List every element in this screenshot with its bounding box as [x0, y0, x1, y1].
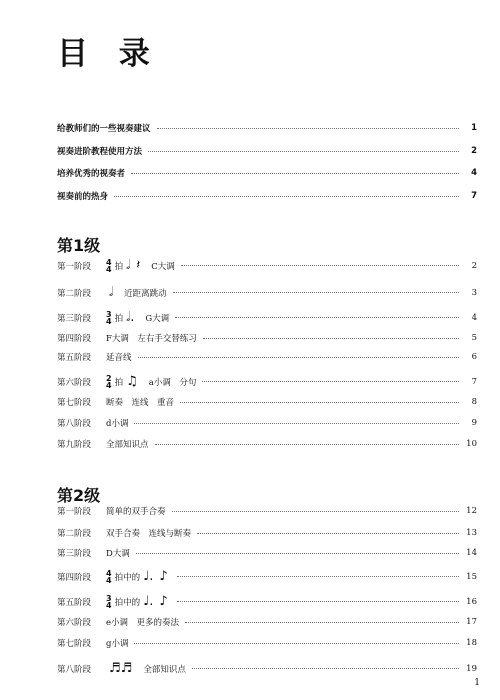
note-symbol-icon: 𝅗𝅥: [109, 285, 114, 300]
entry-description: [106, 285, 167, 300]
entry-text: e小调 更多的奏法: [106, 618, 180, 628]
note-symbol-icon: 𝄽: [136, 258, 141, 273]
leader-dots: [173, 292, 459, 293]
toc-entry[interactable]: [57, 351, 477, 363]
entry-page: 12: [466, 506, 477, 516]
time-signature-top: 4: [106, 257, 112, 267]
time-signature-bottom: 4: [106, 380, 112, 390]
toc-entry[interactable]: [57, 310, 477, 325]
entry-text: 全部知识点: [143, 664, 186, 675]
level-2-heading: 第2级: [57, 486, 101, 505]
toc-entry[interactable]: [57, 190, 477, 202]
entry-page: 7: [471, 376, 477, 387]
stage-label: 第五阶段: [57, 353, 92, 363]
leader-dots: [172, 511, 459, 512]
leader-dots: [155, 444, 459, 445]
stage-label: 第九阶段: [57, 440, 92, 450]
entry-page: 19: [466, 663, 477, 674]
time-signature-bottom: 4: [106, 316, 112, 326]
time-suffix: 拍中的: [114, 597, 141, 608]
entry-text: G大调: [145, 313, 170, 324]
entry-page: 8: [471, 397, 477, 407]
toc-entry[interactable]: [57, 569, 477, 584]
entry-description: [106, 332, 197, 344]
leader-dots: [177, 601, 459, 602]
entry-description: [106, 594, 171, 609]
leader-dots: [134, 423, 459, 424]
time-signature: [106, 595, 112, 609]
toc-entry[interactable]: [57, 167, 477, 179]
stage-label: 第五阶段: [57, 597, 92, 608]
entry-page: 14: [466, 548, 477, 558]
note-symbol-icon: ♬♬: [109, 661, 133, 676]
note-symbol-icon: ♪: [159, 594, 168, 609]
leader-dots: [157, 128, 459, 129]
toc-entry[interactable]: [57, 145, 477, 157]
leader-dots: [177, 576, 459, 577]
entry-title: 给教师们的一些视奏建议: [57, 124, 151, 134]
time-suffix: 拍: [114, 261, 124, 272]
note-symbol-icon: ♫: [126, 374, 138, 389]
leader-dots: [197, 533, 459, 534]
entry-page: 1: [471, 123, 477, 133]
entry-description: [106, 616, 179, 628]
entry-page: 2: [471, 146, 477, 156]
time-signature-bottom: 4: [106, 264, 112, 274]
entry-page: 4: [471, 168, 477, 178]
note-symbol-icon: ♪: [159, 569, 168, 584]
time-signature: [106, 570, 112, 584]
entry-page: 3: [471, 287, 477, 298]
leader-dots: [203, 338, 459, 339]
entry-description: [106, 438, 149, 450]
time-signature: [106, 259, 112, 273]
time-signature-bottom: 4: [106, 600, 112, 610]
entry-description: [106, 417, 128, 429]
time-signature-top: 2: [106, 373, 112, 383]
entry-page: 16: [466, 596, 477, 607]
entry-page: 6: [471, 352, 477, 362]
page-title: 目 录: [57, 36, 160, 72]
note-symbol-icon: ♩.: [143, 569, 154, 584]
toc-entry[interactable]: [57, 505, 477, 517]
stage-label: 第六阶段: [57, 377, 92, 388]
entry-page: 15: [466, 571, 477, 582]
time-signature: [106, 375, 112, 389]
entry-page: 18: [466, 638, 477, 648]
leader-dots: [136, 553, 459, 554]
leader-dots: [185, 622, 459, 623]
entry-page: 9: [471, 418, 477, 428]
toc-entry[interactable]: [57, 285, 477, 300]
time-signature-top: 3: [106, 309, 112, 319]
time-signature: [106, 311, 112, 325]
entry-page: 5: [471, 333, 477, 343]
entry-title: 视奏进阶教程使用方法: [57, 147, 143, 157]
stage-label: 第四阶段: [57, 572, 92, 583]
entry-description: [106, 527, 191, 539]
toc-entry[interactable]: [57, 661, 477, 676]
stage-label: 第一阶段: [57, 261, 92, 272]
entry-description: [106, 547, 130, 559]
entry-page: 7: [471, 191, 477, 201]
toc-entry[interactable]: [57, 332, 477, 344]
entry-page: 4: [471, 312, 477, 323]
time-suffix: 拍: [114, 313, 124, 324]
stage-label: 第八阶段: [57, 664, 92, 675]
stage-label: 第六阶段: [57, 618, 92, 628]
note-symbol-icon: 𝅗𝅥: [126, 258, 131, 273]
entry-text: d小调: [106, 419, 129, 429]
entry-description: [106, 374, 196, 389]
toc-entry[interactable]: [57, 637, 477, 649]
toc-entry[interactable]: [57, 396, 477, 408]
time-signature-bottom: 4: [106, 575, 112, 585]
entry-text: 全部知识点: [106, 440, 149, 450]
entry-text: D大调: [106, 549, 130, 559]
leader-dots: [180, 402, 459, 403]
entry-text: 双手合奏 连线与断奏: [106, 529, 192, 539]
entry-text: 近距离跳动: [124, 288, 167, 299]
entry-text: 简单的双手合奏: [106, 507, 166, 517]
entry-description: [106, 661, 186, 676]
stage-label: 第七阶段: [57, 639, 92, 649]
toc-entry[interactable]: [57, 417, 477, 429]
entry-page: 13: [466, 528, 477, 538]
toc-entry[interactable]: [57, 527, 477, 539]
entry-description: [106, 351, 132, 363]
entry-description: [106, 258, 175, 273]
leader-dots: [181, 265, 459, 266]
entry-page: 17: [466, 617, 477, 627]
entry-description: [106, 569, 171, 584]
toc-entry[interactable]: [57, 122, 477, 134]
stage-label: 第八阶段: [57, 419, 92, 429]
entry-text: 断奏 连线 重音: [106, 398, 175, 408]
note-symbol-icon: ♩.: [143, 594, 154, 609]
entry-text: 延音线: [106, 353, 132, 363]
level-1-heading: 第1级: [57, 236, 101, 255]
toc-entry[interactable]: [57, 258, 477, 273]
entry-title: 培养优秀的视奏者: [57, 169, 126, 179]
leader-dots: [114, 196, 459, 197]
entry-description: [106, 505, 166, 517]
toc-entry[interactable]: [57, 438, 477, 450]
page-number: 1: [474, 678, 480, 688]
toc-entry[interactable]: [57, 616, 477, 628]
entry-description: [106, 310, 169, 325]
stage-label: 第四阶段: [57, 334, 92, 344]
leader-dots: [138, 357, 459, 358]
leader-dots: [175, 317, 459, 318]
entry-text: F大调 左右手交替练习: [106, 334, 197, 344]
toc-entry[interactable]: [57, 374, 477, 389]
stage-label: 第三阶段: [57, 313, 92, 324]
stage-label: 第三阶段: [57, 549, 92, 559]
stage-label: 第二阶段: [57, 529, 92, 539]
toc-entry[interactable]: [57, 547, 477, 559]
entry-description: [106, 396, 174, 408]
time-suffix: 拍: [114, 377, 124, 388]
time-signature-top: 3: [106, 593, 112, 603]
leader-dots: [202, 381, 459, 382]
entry-description: [106, 637, 128, 649]
toc-entry[interactable]: [57, 594, 477, 609]
entry-page: 2: [471, 260, 477, 271]
note-symbol-icon: 𝅗𝅥.: [126, 310, 135, 325]
time-signature-top: 4: [106, 568, 112, 578]
leader-dots: [192, 668, 459, 669]
stage-label: 第七阶段: [57, 398, 92, 408]
leader-dots: [134, 643, 459, 644]
entry-title: 视奏前的热身: [57, 192, 109, 202]
leader-dots: [131, 173, 459, 174]
entry-text: g小调: [106, 639, 129, 649]
entry-text: C大调: [151, 261, 175, 272]
time-suffix: 拍中的: [114, 572, 141, 583]
entry-page: 10: [466, 439, 477, 449]
stage-label: 第二阶段: [57, 288, 92, 299]
stage-label: 第一阶段: [57, 507, 92, 517]
leader-dots: [148, 151, 459, 152]
entry-text: a小调 分句: [148, 377, 197, 388]
